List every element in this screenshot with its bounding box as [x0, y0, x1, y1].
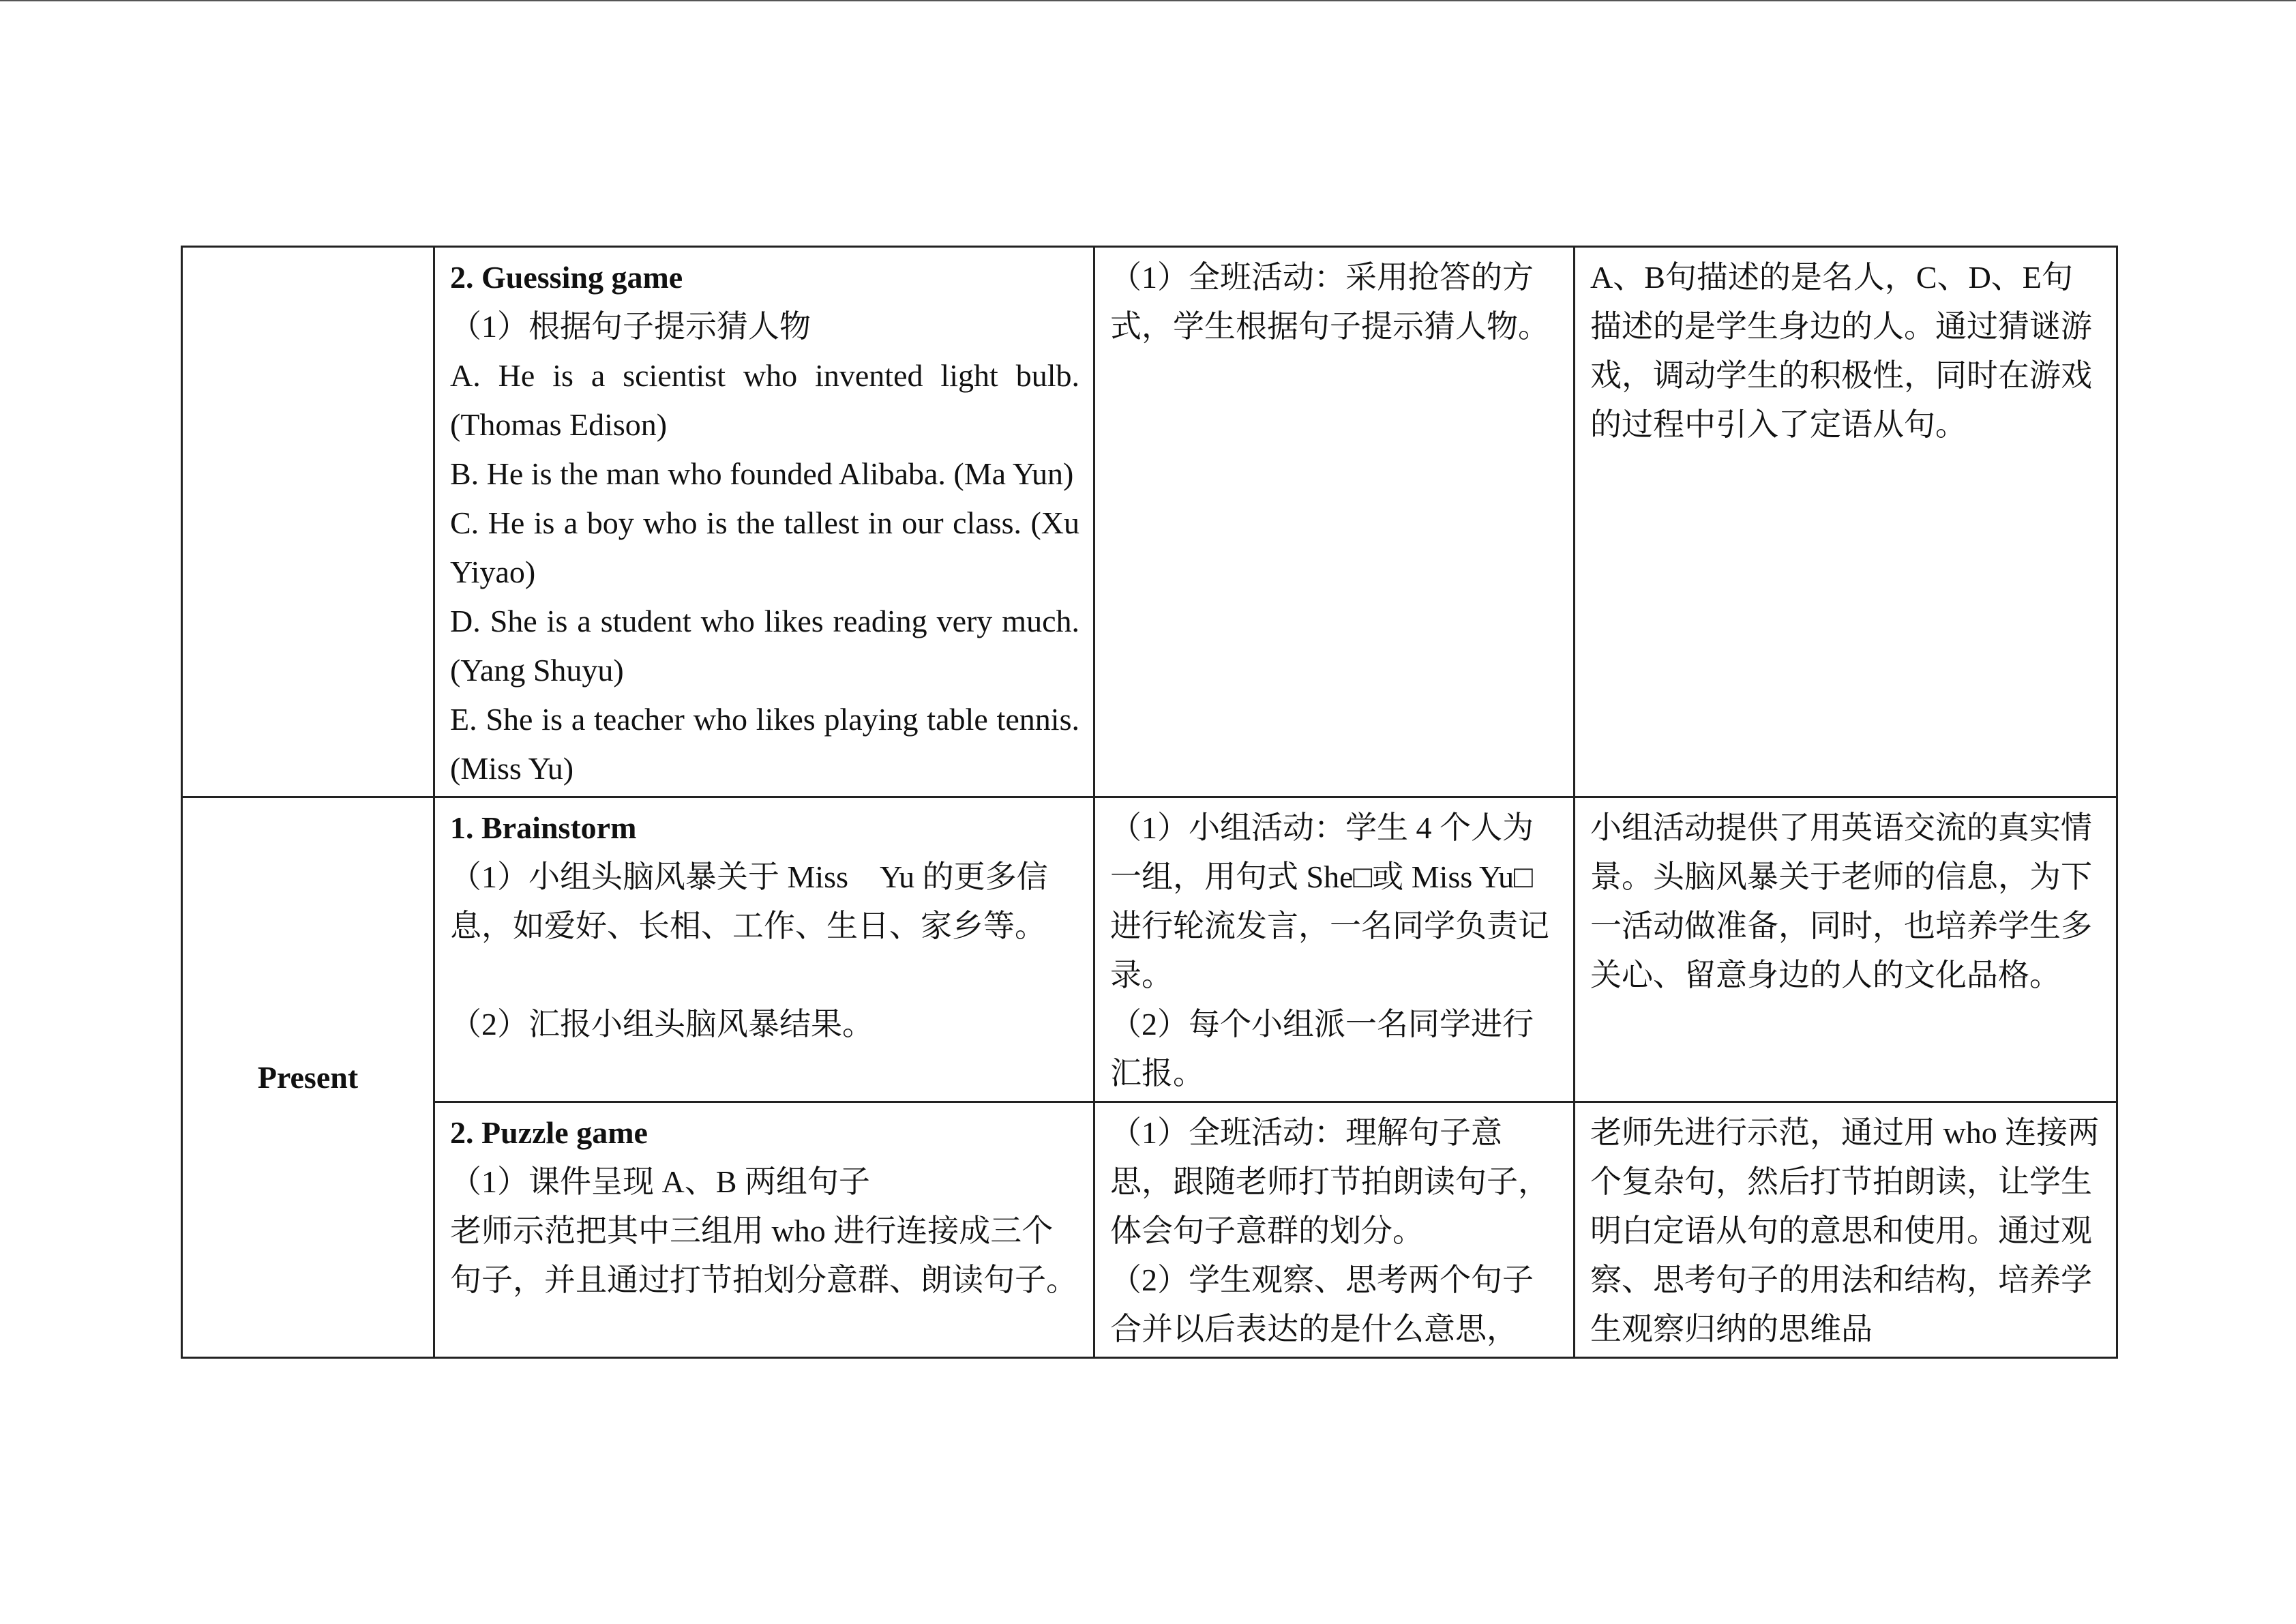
activity-line: （1）小组活动：学生 4 个人为一组，用句式 She□或 Miss Yu□进行轮流发言，一名同学负责记录。	[1110, 810, 1549, 992]
student-activity-cell	[1094, 797, 1575, 1102]
table-row	[182, 1102, 2117, 1358]
content-line: C. He is a boy who is the tallest in our class. (Xu Yiyao)	[450, 505, 1079, 589]
design-purpose-cell	[1575, 1102, 2117, 1358]
blank-line	[450, 951, 1079, 1000]
content-line: （1）根据句子提示猜人物	[450, 309, 811, 344]
activity-line: （2）学生观察、思考两个句子合并以后表达的是什么意思，	[1110, 1263, 1534, 1346]
content-line: B. He is the man who founded Alibaba. (Ma Yun)	[450, 456, 1074, 491]
page-top-rule	[0, 0, 2296, 1]
table-row	[182, 797, 2117, 1102]
activity-line: （1）全班活动：理解句子意思，跟随老师打节拍朗读句子，体会句子意群的划分。	[1110, 1115, 1549, 1248]
content-line: 老师示范把其中三组用 who 进行连接成三个句子，并且通过打节拍划分意群、朗读句子。	[450, 1213, 1077, 1297]
lesson-plan-table	[181, 246, 2118, 1359]
stage-cell-present: Present	[182, 797, 434, 1358]
content-line: （1）课件呈现 A、B 两组句子	[450, 1164, 870, 1199]
purpose-text: 老师先进行示范，通过用 who 连接两个复杂句，然后打节拍朗读，让学生明白定语从句的意思和使用。通过观察、思考句子的用法和结构，培养学生观察归纳的思维品	[1590, 1115, 2100, 1346]
student-activity-cell	[1094, 247, 1575, 797]
purpose-text: 小组活动提供了用英语交流的真实情景。头脑风暴关于老师的信息，为下一活动做准备，同时，也培养学生多关心、留意身边的人的文化品格。	[1590, 810, 2092, 992]
content-line: D. She is a student who likes reading very much. (Yang Shuyu)	[450, 604, 1079, 688]
table-row	[182, 247, 2117, 797]
student-activity-cell	[1094, 1102, 1575, 1358]
content-cell	[434, 1102, 1094, 1358]
activity-line: （2）每个小组派一名同学进行汇报。	[1110, 1007, 1534, 1091]
design-purpose-cell	[1575, 247, 2117, 797]
content-line: （2）汇报小组头脑风暴结果。	[450, 1007, 874, 1042]
purpose-text: A、B句描述的是名人，C、D、E句描述的是学生身边的人。通过猜谜游戏，调动学生的积极性，同时在游戏的过程中引入了定语从句。	[1590, 260, 2092, 442]
activity-line: （1）全班活动：采用抢答的方式，学生根据句子提示猜人物。	[1110, 260, 1549, 344]
design-purpose-cell	[1575, 797, 2117, 1102]
content-line: （1）小组头脑风暴关于 Miss Yu 的更多信息，如爱好、长相、工作、生日、家乡等。	[450, 859, 1048, 943]
activity-heading: 2. Guessing game	[450, 260, 683, 295]
content-line: E. She is a teacher who likes playing table tennis. (Miss Yu)	[450, 702, 1079, 786]
content-line: A. He is a scientist who invented light bulb. (Thomas Edison)	[450, 358, 1079, 442]
activity-heading: 2. Puzzle game	[450, 1115, 648, 1150]
content-cell	[434, 247, 1094, 797]
stage-cell	[182, 247, 434, 797]
activity-heading: 1. Brainstorm	[450, 810, 637, 845]
content-cell	[434, 797, 1094, 1102]
